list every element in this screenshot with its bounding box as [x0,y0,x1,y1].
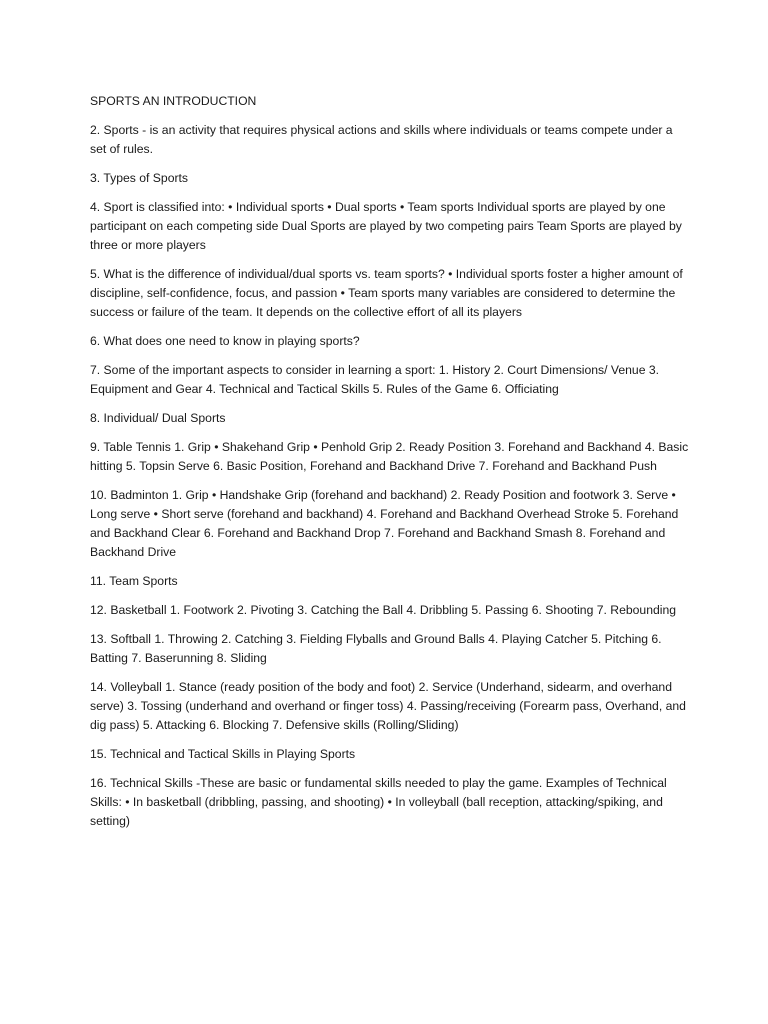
paragraph: 14. Volleyball 1. Stance (ready position of the body and foot) 2. Service (Underhand, sidearm, and overhand serve) 3. Tossing (underhand and overhand or finger toss) 4. Passing/receiving (Forearm pass, Overhand, and dig pass) 5. Attacking 6. Blocking 7. Defensive skills (Rolling/Sliding) [90,680,686,732]
paragraph: 8. Individual/ Dual Sports [90,411,226,425]
paragraph: 10. Badminton 1. Grip • Handshake Grip (forehand and backhand) 2. Ready Position and footwork 3. Serve • Long serve • Short serve (forehand and backhand) 4. Forehand and Backhand Overhead Stroke 5. Forehand and Backhand Clear 6. Forehand and Backhand Drop 7. Forehand and Backhand Smash 8. Forehand and Backhand Drive [90,488,679,559]
paragraph: 6. What does one need to know in playing sports? [90,334,360,348]
paragraph: 16. Technical Skills -These are basic or fundamental skills needed to play the game. Examples of Technical Skills: • In basketball (dribbling, passing, and shooting) • In volleyball (ball reception, attacking/spiking, and setting) [90,776,667,828]
paragraph: 11. Team Sports [90,574,178,588]
document-title: SPORTS AN INTRODUCTION [90,94,257,108]
paragraph: 13. Softball 1. Throwing 2. Catching 3. Fielding Flyballs and Ground Balls 4. Playing Catcher 5. Pitching 6. Batting 7. Baserunning 8. Sliding [90,632,662,665]
paragraph: 15. Technical and Tactical Skills in Playing Sports [90,747,356,761]
paragraph: 7. Some of the important aspects to consider in learning a sport: 1. History 2. Court Dimensions/ Venue 3. Equipment and Gear 4. Technical and Tactical Skills 5. Rules of the Game 6. Officiating [90,363,660,396]
paragraph: 4. Sport is classified into: • Individual sports • Dual sports • Team sports Individual sports are played by one participant on each competing side Dual Sports are played by two competing pairs Team Sports are played by three or more players [90,200,682,252]
paragraph: 3. Types of Sports [90,171,189,185]
paragraph: 2. Sports - is an activity that requires physical actions and skills where individuals or teams compete under a set of rules. [90,123,673,156]
paragraph: 9. Table Tennis 1. Grip • Shakehand Grip • Penhold Grip 2. Ready Position 3. Forehand and Backhand 4. Basic hitting 5. Topsin Serve 6. Basic Position, Forehand and Backhand Drive 7. Forehand and Backhand Push [90,440,689,473]
paragraph: 12. Basketball 1. Footwork 2. Pivoting 3. Catching the Ball 4. Dribbling 5. Passing 6. Shooting 7. Rebounding [90,603,677,617]
paragraph: 5. What is the difference of individual/dual sports vs. team sports? • Individual sports foster a higher amount of discipline, self-confidence, focus, and passion • Team sports many variables are considered to determine the success or failure of the team. It depends on the collective effort of all its players [90,267,683,319]
document-page [90,92,690,841]
